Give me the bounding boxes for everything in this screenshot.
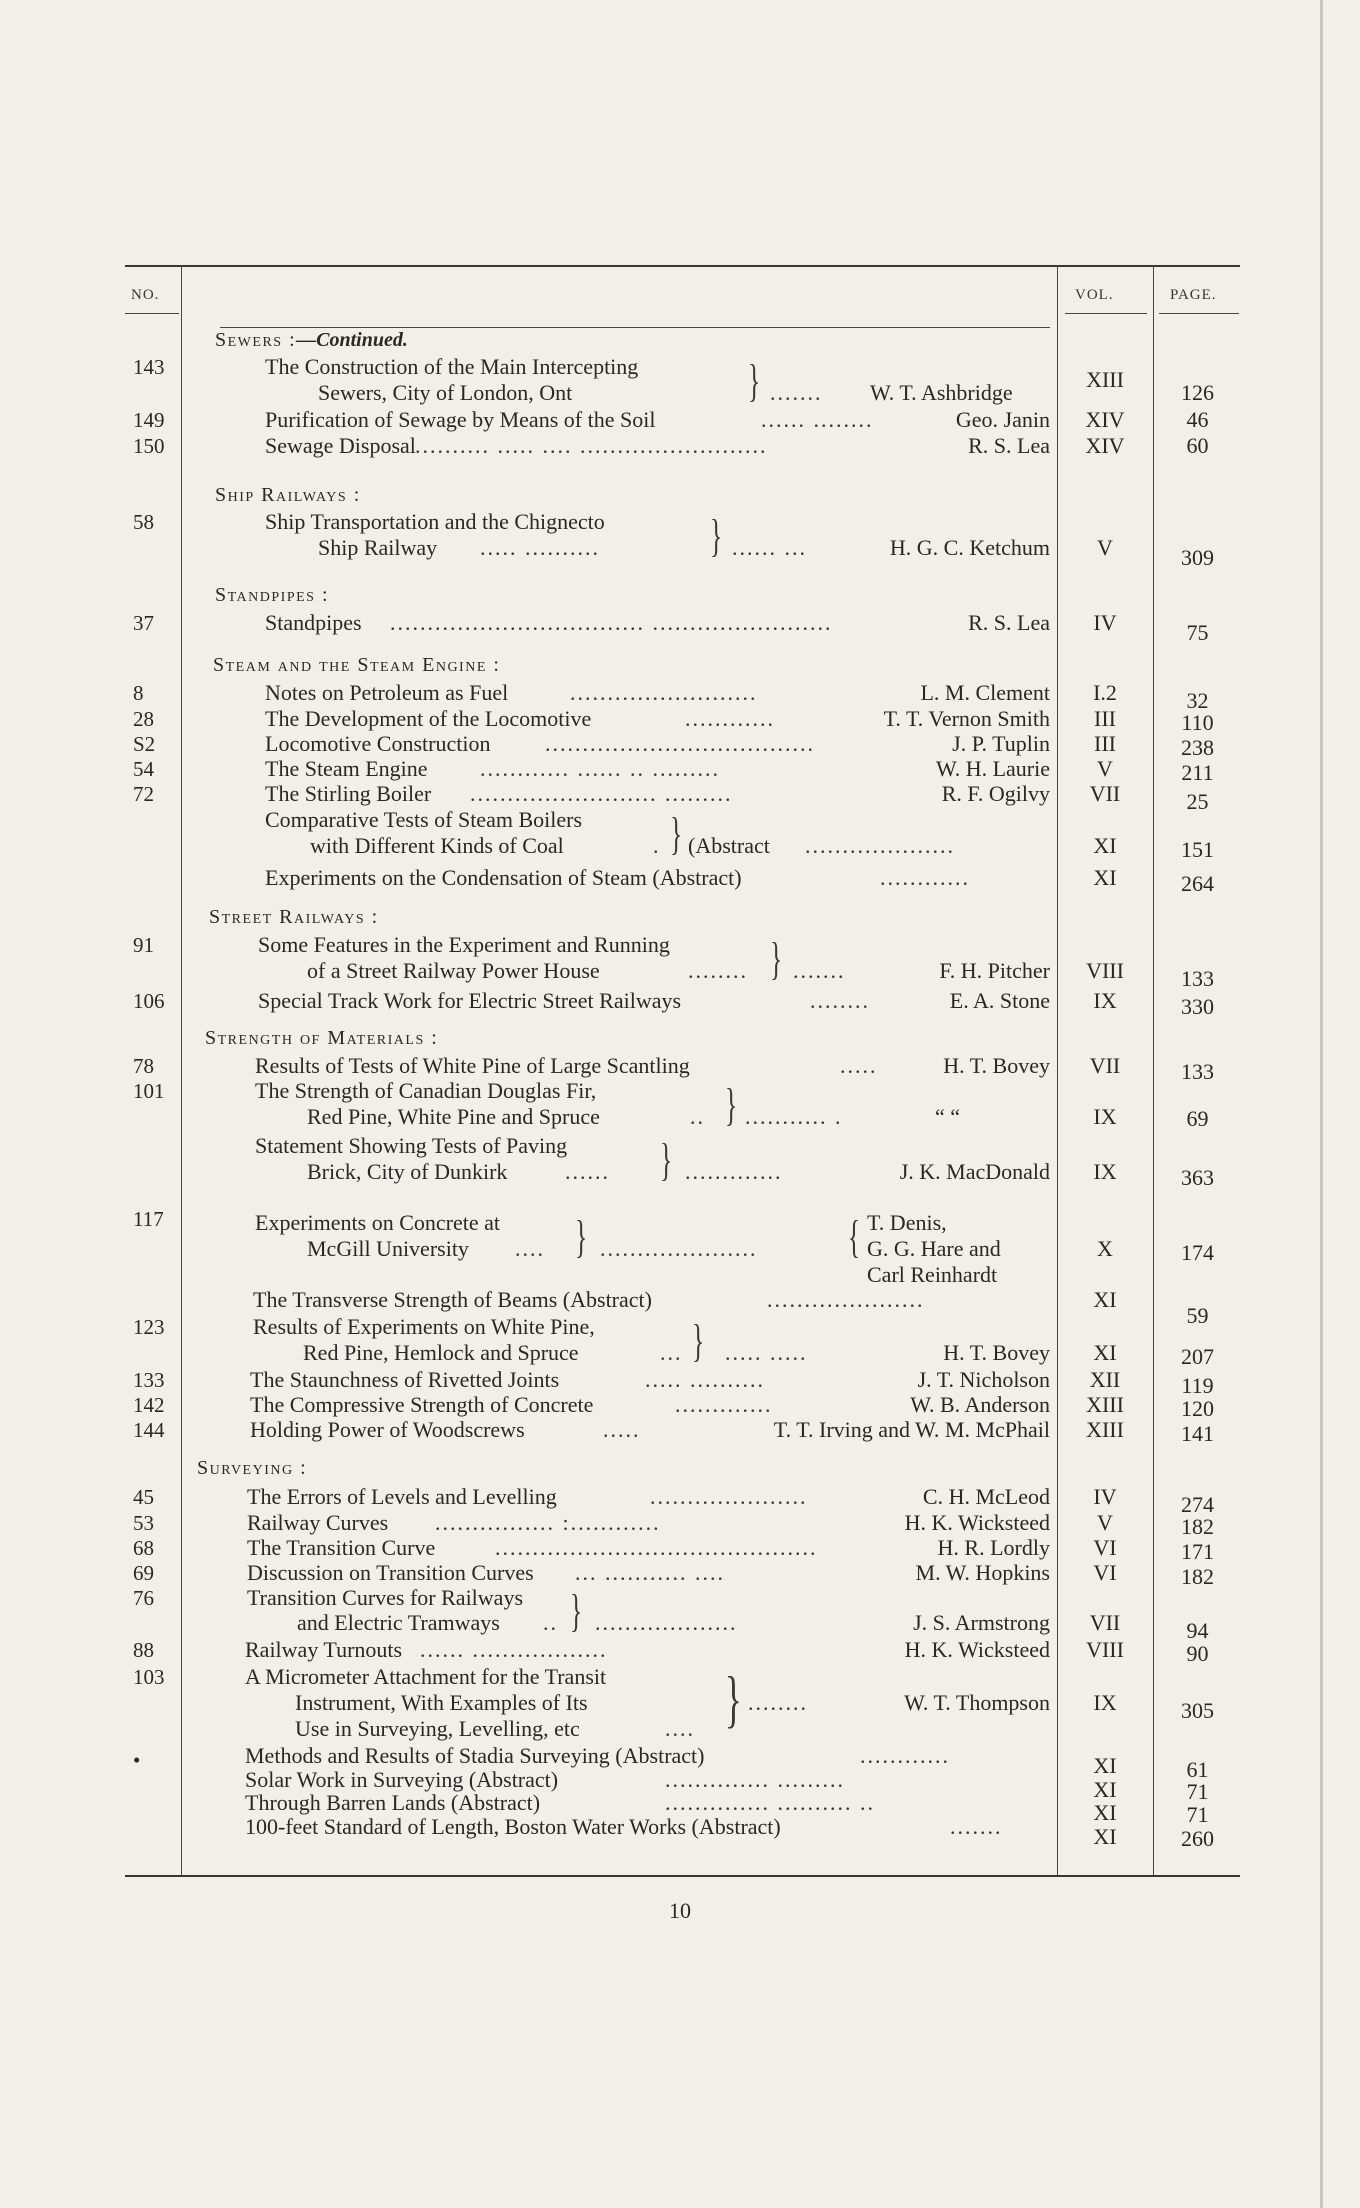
entry-number: 88 <box>133 1638 154 1662</box>
leader-dots: .... <box>665 1716 695 1741</box>
entry-title: The Strength of Canadian Douglas Fir, <box>255 1078 597 1103</box>
entry-title: The Compressive Strength of Concrete <box>250 1392 594 1417</box>
section-heading <box>125 902 1240 932</box>
leader-dots: ..... .......... <box>645 1367 765 1392</box>
entry-page: 207 <box>1181 1344 1214 1369</box>
entry-page: 94 <box>1186 1618 1209 1643</box>
entry-author: W. H. Laurie <box>935 756 1050 781</box>
entry-number: 117 <box>133 1207 164 1231</box>
header-rule-no <box>125 313 179 314</box>
entry-volume: XI <box>1093 833 1117 858</box>
leader-dots: .......... ..... .... ......................... <box>415 433 768 458</box>
entry-page: 126 <box>1181 380 1214 405</box>
entry-page: 211 <box>1181 760 1214 785</box>
leader-dots: ..................... <box>650 1484 808 1509</box>
entry-volume: XII <box>1089 1367 1121 1392</box>
brace-glyph: } <box>724 1663 742 1734</box>
entry-volume: I.2 <box>1093 680 1117 705</box>
entry-volume: VII <box>1089 781 1121 806</box>
entry-title: The Stirling Boiler <box>265 781 432 806</box>
entry-author: J. P. Tuplin <box>952 731 1050 756</box>
brace-glyph: } <box>574 1211 588 1262</box>
page-number: 10 <box>669 1898 691 1923</box>
leader-dots: ........ <box>810 988 870 1013</box>
entry-title-cont: Ship Railway <box>318 535 438 560</box>
entry-author: H. K. Wicksteed <box>904 1637 1050 1662</box>
entry-number: 101 <box>133 1079 165 1103</box>
entry-author: H. T. Bovey <box>943 1053 1050 1078</box>
entry-number: 150 <box>133 434 165 458</box>
leader-dots: ...... .................. <box>420 1637 608 1662</box>
entry-author: T. T. Irving and W. M. McPhail <box>773 1417 1050 1442</box>
entry-number: 133 <box>133 1368 165 1392</box>
entry-title: The Transverse Strength of Beams (Abstract) <box>253 1287 652 1312</box>
leader-dots: ............ <box>860 1743 950 1768</box>
entry-author: W. T. Thompson <box>904 1690 1050 1715</box>
entry-title-cont: Red Pine, Hemlock and Spruce <box>303 1340 579 1365</box>
leader-dots: .... <box>515 1236 545 1261</box>
entry-title: Some Features in the Experiment and Running <box>258 932 670 957</box>
entry-title: Results of Tests of White Pine of Large Scantling <box>255 1053 690 1078</box>
entry-author: “ “ <box>935 1104 961 1129</box>
entry-page: 71 <box>1186 1779 1209 1804</box>
entry-page: 171 <box>1181 1539 1214 1564</box>
entry-title-cont: Brick, City of Dunkirk <box>307 1159 508 1184</box>
section-heading <box>125 1023 1240 1053</box>
entry-number: 53 <box>133 1511 154 1535</box>
leader-dots: ................... <box>595 1610 738 1635</box>
entry-volume: XIV <box>1085 433 1125 458</box>
entry-title: Railway Turnouts <box>245 1637 403 1662</box>
entry-volume: III <box>1094 731 1116 756</box>
entry-page: 75 <box>1186 620 1209 645</box>
entry-volume: VIII <box>1086 958 1124 983</box>
entry-author: J. K. MacDonald <box>899 1159 1050 1184</box>
entry-volume: IX <box>1093 1159 1117 1184</box>
entry-volume: XI <box>1093 1287 1117 1312</box>
table-bottom-rule <box>125 1875 1240 1877</box>
entry-volume: IV <box>1093 610 1117 635</box>
entry-volume: VIII <box>1086 1637 1124 1662</box>
entry-title: Purification of Sewage by Means of the Soil <box>265 407 656 432</box>
entry-number: 8 <box>133 681 144 705</box>
entry-page: 264 <box>1181 871 1214 896</box>
entry-number: 28 <box>133 707 154 731</box>
section-street-railways: Street Railways : <box>209 906 379 928</box>
entry-volume: VI <box>1093 1535 1117 1560</box>
entry-number: S2 <box>133 732 156 756</box>
entry-title: The Staunchness of Rivetted Joints <box>250 1367 560 1392</box>
entry-author: T. T. Vernon Smith <box>883 706 1050 731</box>
bullet-mark: • <box>133 1748 141 1772</box>
entry-volume: IV <box>1093 1484 1117 1509</box>
entry-author: F. H. Pitcher <box>939 958 1050 983</box>
leader-dots: .............. ......... <box>665 1767 845 1792</box>
entry-volume: IX <box>1093 1690 1117 1715</box>
entry-title: The Steam Engine <box>265 756 428 781</box>
entry-title-cont: Instrument, With Examples of Its <box>295 1690 588 1715</box>
brace-glyph: } <box>709 510 723 561</box>
entry-page: 174 <box>1181 1240 1214 1265</box>
entry-author: L. M. Clement <box>920 680 1050 705</box>
header-page: PAGE. <box>1170 287 1217 303</box>
leader-dots: ..................... <box>767 1287 925 1312</box>
entry-page: 71 <box>1186 1802 1209 1827</box>
entry-page: 133 <box>1181 966 1214 991</box>
entry-title: Transition Curves for Railways <box>247 1585 524 1610</box>
entry-author: R. S. Lea <box>968 433 1050 458</box>
entry-number: 149 <box>133 408 165 432</box>
entry-author: Geo. Janin <box>955 407 1050 432</box>
section-strength: Strength of Materials : <box>205 1027 439 1049</box>
entry-volume: XIII <box>1086 1417 1124 1442</box>
entry-author: H. R. Lordly <box>937 1535 1050 1560</box>
entry-volume: XIII <box>1086 367 1124 392</box>
entry-title-cont: Use in Surveying, Levelling, etc <box>295 1716 580 1741</box>
leader-dots: .................... <box>805 833 955 858</box>
entry-title: A Micrometer Attachment for the Transit <box>245 1664 607 1689</box>
entry-author: W. T. Ashbridge <box>870 380 1013 405</box>
entry-volume: XI <box>1093 1753 1117 1778</box>
leader-dots: ....... <box>793 958 846 983</box>
section-heading <box>125 580 1240 610</box>
entry-number: 78 <box>133 1054 154 1078</box>
entry-volume: V <box>1097 535 1113 560</box>
entry-title: Notes on Petroleum as Fuel <box>265 680 509 705</box>
entry-number: 106 <box>133 989 165 1013</box>
entry-page: 260 <box>1181 1826 1214 1851</box>
entry-page: 119 <box>1181 1373 1214 1398</box>
table-top-rule <box>125 265 1240 267</box>
section-heading <box>125 650 1240 680</box>
table-row <box>125 1415 1240 1445</box>
entry-title: Locomotive Construction <box>265 731 491 756</box>
entry-page: 110 <box>1181 710 1214 735</box>
header-rule-page <box>1159 313 1239 314</box>
table-row <box>125 1812 1240 1851</box>
entry-number: 68 <box>133 1536 154 1560</box>
entry-page: 182 <box>1181 1564 1214 1589</box>
entry-number: 37 <box>133 611 154 635</box>
section-steam: Steam and the Steam Engine : <box>213 654 501 676</box>
entry-title: 100-feet Standard of Length, Boston Water Works (Abstract) <box>245 1814 781 1839</box>
entry-volume: X <box>1097 1236 1113 1261</box>
entry-author: C. H. McLeod <box>922 1484 1050 1509</box>
entry-volume: VI <box>1093 1560 1117 1585</box>
brace-glyph: } <box>569 1585 583 1636</box>
page-edge <box>1320 0 1323 2208</box>
leader-dots: ..... .......... <box>480 535 600 560</box>
entry-page: 59 <box>1186 1303 1209 1328</box>
section-surveying: Surveying : <box>197 1457 308 1479</box>
section-ship-railways: Ship Railways : <box>215 484 361 506</box>
leader-dots: .. <box>543 1610 558 1635</box>
entry-page: 32 <box>1186 688 1209 713</box>
entry-title: Through Barren Lands (Abstract) <box>245 1790 541 1815</box>
header-no: NO. <box>131 287 160 303</box>
entry-title-cont: of a Street Railway Power House <box>307 958 600 983</box>
table-row <box>125 1635 1240 1665</box>
entry-title: Sewage Disposal <box>265 433 416 458</box>
entry-title-cont: McGill University <box>307 1236 469 1261</box>
entry-number: 91 <box>133 933 154 957</box>
leader-dots: ... <box>660 1340 683 1365</box>
entry-author: H. T. Bovey <box>943 1340 1050 1365</box>
leader-dots: ................ :............ <box>435 1510 661 1535</box>
entry-number: 76 <box>133 1586 154 1610</box>
entry-author: T. Denis, <box>867 1210 947 1235</box>
section-heading <box>125 325 1240 355</box>
entry-volume: III <box>1094 706 1116 731</box>
entry-volume: VII <box>1089 1053 1121 1078</box>
header-rule-vol <box>1065 313 1147 314</box>
leader-dots: .................................... <box>545 731 815 756</box>
entry-title: Solar Work in Surveying (Abstract) <box>245 1767 559 1792</box>
entry-title: The Construction of the Main Intercepting <box>265 354 639 379</box>
entry-title: Experiments on Concrete at <box>255 1210 500 1235</box>
entry-page: 330 <box>1181 994 1214 1019</box>
entry-page: 182 <box>1181 1514 1214 1539</box>
section-heading <box>125 1453 1240 1483</box>
entry-title: Special Track Work for Electric Street Railways <box>258 988 682 1013</box>
entry-title: Methods and Results of Stadia Surveying (Abstract) <box>245 1743 705 1768</box>
brace-glyph: } <box>659 1134 673 1185</box>
leader-dots: ............ <box>880 865 970 890</box>
leader-dots: ............ <box>685 706 775 731</box>
entry-title: Ship Transportation and the Chignecto <box>265 509 605 534</box>
entry-volume: IX <box>1093 1104 1117 1129</box>
leader-dots: ............. <box>675 1392 773 1417</box>
brace-glyph: } <box>769 933 783 984</box>
entry-page: 90 <box>1186 1641 1209 1666</box>
section-heading <box>125 480 1240 510</box>
entry-title-cont: Red Pine, White Pine and Spruce <box>307 1104 600 1129</box>
leader-dots: ............. <box>685 1159 783 1184</box>
entry-number: 45 <box>133 1485 154 1509</box>
entry-title-cont: with Different Kinds of Coal <box>310 833 564 858</box>
leader-dots: .............. .......... .. <box>665 1790 875 1815</box>
entry-number: 144 <box>133 1418 165 1442</box>
brace-glyph: } <box>747 355 761 406</box>
table-row <box>125 863 1240 896</box>
brace-glyph: } <box>669 808 683 859</box>
leader-dots: ..... <box>603 1417 641 1442</box>
table-row <box>125 986 1240 1019</box>
table-row <box>125 431 1240 461</box>
leader-dots: ....... <box>770 380 823 405</box>
entry-number: 58 <box>133 510 154 534</box>
entry-volume: XI <box>1093 1824 1117 1849</box>
section-sewers-continued: —Continued. <box>296 329 408 351</box>
leader-dots: ..... ..... <box>725 1340 808 1365</box>
entry-page: 60 <box>1186 433 1209 458</box>
section-sewers: Sewers : <box>215 329 297 351</box>
entry-number: 142 <box>133 1393 165 1417</box>
brace-glyph: } <box>724 1079 738 1130</box>
entry-author: J. S. Armstrong <box>913 1610 1050 1635</box>
entry-page: 363 <box>1181 1165 1214 1190</box>
entry-volume: IX <box>1093 988 1117 1013</box>
table-row <box>125 608 1240 645</box>
leader-dots: ... ........... .... <box>575 1560 725 1585</box>
leader-dots: ......................... <box>570 680 758 705</box>
entry-page: 141 <box>1181 1421 1214 1446</box>
entry-title: Experiments on the Condensation of Steam (Abstract) <box>265 865 742 890</box>
entry-number: 69 <box>133 1561 154 1585</box>
header-vol: VOL. <box>1075 287 1114 303</box>
leader-dots: ...... <box>565 1159 610 1184</box>
entry-title: Discussion on Transition Curves <box>247 1560 534 1585</box>
entry-page: 46 <box>1186 407 1209 432</box>
leader-dots: ...... ........ <box>761 407 874 432</box>
leader-dots: ........ <box>688 958 748 983</box>
leader-dots: ..................... <box>600 1236 758 1261</box>
leader-dots: ........ <box>748 1690 808 1715</box>
entry-author: G. G. Hare and <box>867 1236 1001 1261</box>
entry-volume: XI <box>1093 1777 1117 1802</box>
entry-title: Comparative Tests of Steam Boilers <box>265 807 583 832</box>
entry-volume: XIII <box>1086 1392 1124 1417</box>
entry-volume: VII <box>1089 1610 1121 1635</box>
entry-page: 151 <box>1181 837 1214 862</box>
leader-dots: .................................. ........................ <box>390 610 833 635</box>
entry-page: 25 <box>1186 789 1209 814</box>
entry-author: Carl Reinhardt <box>867 1262 998 1287</box>
brace-glyph: } <box>691 1315 705 1366</box>
entry-volume: V <box>1097 1510 1113 1535</box>
entry-title: Results of Experiments on White Pine, <box>253 1314 595 1339</box>
entry-page: 69 <box>1186 1106 1209 1131</box>
table-row <box>125 1714 1240 1744</box>
leader-dots: ........... . <box>745 1104 843 1129</box>
entry-number: 54 <box>133 757 154 781</box>
entry-page: 120 <box>1181 1396 1214 1421</box>
leader-dots: ......................... ......... <box>470 781 733 806</box>
brace-glyph: { <box>847 1211 861 1262</box>
entry-title-cont: Sewers, City of London, Ont <box>318 380 573 405</box>
leader-dots: .. <box>690 1104 705 1129</box>
entry-volume: XIV <box>1085 407 1125 432</box>
entry-title-cont: and Electric Tramways <box>297 1610 500 1635</box>
entry-volume: XI <box>1093 1340 1117 1365</box>
entry-page: 274 <box>1181 1492 1214 1517</box>
entry-title: Railway Curves <box>247 1510 389 1535</box>
entry-author: R. S. Lea <box>968 610 1050 635</box>
entry-page: 305 <box>1181 1698 1214 1723</box>
entry-author: H. K. Wicksteed <box>904 1510 1050 1535</box>
leader-dots: ........................................... <box>495 1535 818 1560</box>
entry-number: 103 <box>133 1665 165 1689</box>
entry-author: (Abstract <box>688 833 770 858</box>
entry-author: W. B. Anderson <box>910 1392 1050 1417</box>
entry-page: 238 <box>1181 735 1214 760</box>
leader-dots: ....... <box>950 1814 1003 1839</box>
entry-volume: XI <box>1093 1800 1117 1825</box>
leader-dots: . <box>653 833 661 858</box>
entry-volume: V <box>1097 756 1113 781</box>
entry-volume: XI <box>1093 865 1117 890</box>
leader-dots: ............ ...... .. ......... <box>480 756 720 781</box>
entry-title: Holding Power of Woodscrews <box>250 1417 525 1442</box>
entry-number: 143 <box>133 355 165 379</box>
entry-author: J. T. Nicholson <box>917 1367 1050 1392</box>
entry-title: Statement Showing Tests of Paving <box>255 1133 568 1158</box>
entry-author: R. F. Ogilvy <box>941 781 1050 806</box>
leader-dots: ..... <box>840 1053 878 1078</box>
entry-title: Standpipes <box>265 610 362 635</box>
entry-page: 61 <box>1186 1757 1209 1782</box>
entry-number: 123 <box>133 1315 165 1339</box>
entry-title: The Errors of Levels and Levelling <box>247 1484 557 1509</box>
entry-author: E. A. Stone <box>949 988 1050 1013</box>
entry-page: 309 <box>1181 545 1214 570</box>
section-standpipes: Standpipes : <box>215 584 330 606</box>
entry-author: M. W. Hopkins <box>915 1560 1050 1585</box>
entry-title: The Development of the Locomotive <box>265 706 592 731</box>
entry-title: The Transition Curve <box>247 1535 436 1560</box>
entry-number: 72 <box>133 782 154 806</box>
entry-page: 133 <box>1181 1059 1214 1084</box>
leader-dots: ...... ... <box>732 535 807 560</box>
entry-author: H. G. C. Ketchum <box>889 535 1050 560</box>
